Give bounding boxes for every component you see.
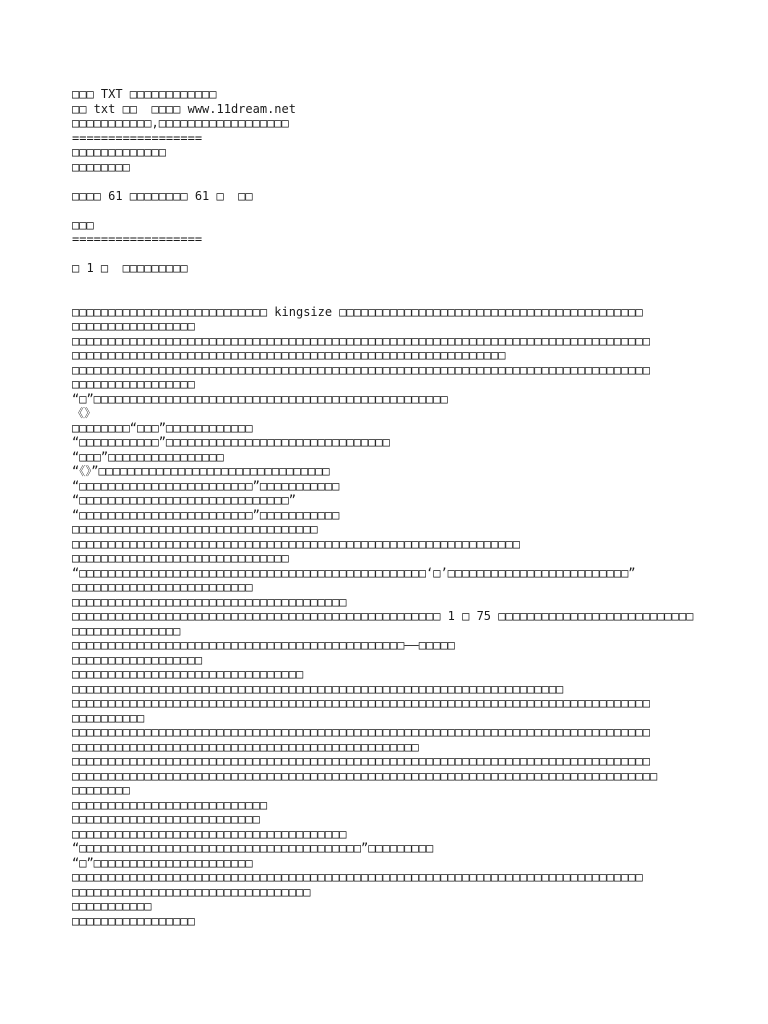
text-line: □□□□□□□□□□□□□□□□□ — [72, 913, 195, 928]
text-line: □□□□□□□□□□□□□□□□□□□□□□□□□□□□□□□□□□□□□□ — [72, 826, 347, 841]
blank-line — [72, 247, 712, 262]
text-line: □□ txt □□ □□□□ www.11dream.net — [72, 101, 296, 116]
text-line: □□□□□□□□ — [72, 159, 130, 174]
text-line: □□□ — [72, 217, 94, 232]
text-line: □□□□□□□□□□□□□□□□□□□□□□□□□□□□□□□□ — [72, 667, 304, 681]
text-line: □□□□□□□□□□□□□□□□□□□□□□□□□□□□□□□□□□□□□□□□□□□□□□□□ — [72, 739, 419, 754]
text-line: □□□□□□□□□□□□□□□□□□□□□□□□□□□□□□□□□□□□□□ — [72, 594, 347, 609]
text-line: □□□□□□□□□□□□□ — [72, 145, 166, 159]
text-line: “□□□□□□□□□□□□□□□□□□□□□□□□”□□□□□□□□□□□ — [72, 507, 340, 522]
text-line: □□□□ 61 □□□□□□□□ 61 □ □□ — [72, 188, 253, 203]
text-line: □□□□□□□□□□□□□□□□□□□□□□□□□□□ kingsize □□□□□□□□□□□□□□□□□□□□□□□□□□□□□□□□□□□□□□□□□□ — [72, 304, 643, 319]
text-line: “□□□”□□□□□□□□□□□□□□□□ — [72, 449, 224, 464]
text-line: □□□□□□□□□□□□□□□□□ — [72, 319, 195, 333]
text-line: □□□□□□□□□□□□□□□ — [72, 623, 181, 638]
text-line: □□□□□□□□□□□□□□□□□□□□□□□□□□□□□□□□□□□□□□□□□□□□□□□□□□□□□□□□□□□□□□□□□□□□□□□□□□□□□□□□ — [72, 725, 650, 739]
text-line: □□□□□□□□□□ — [72, 710, 145, 725]
text-line: □□□□□□□□□□□□□□□□□□□□□□□□□□□□□□□□□□□□□□□□□□□□□□——□□□□□ — [72, 638, 455, 652]
text-line: □□□□□□□□□□□□□□□□□□□□□□□□□□ — [72, 812, 260, 826]
text-line: □□□□□□□□□□□□□□□□□ — [72, 377, 195, 391]
text-line: 《》 — [72, 406, 97, 420]
text-line: □□□□□□□□□□□□□□□□□□□□□□□□□□□□□□□□□□□□□□□□□□□□□□□□□□□□□□□□□□□□□□□□□□□□□□□□□□□□□□□□ — [72, 362, 650, 377]
text-line: “□□□□□□□□□□□”□□□□□□□□□□□□□□□□□□□□□□□□□□□□□□□ — [72, 435, 390, 449]
text-line: ================== — [72, 130, 203, 145]
text-line: □□□□□□□□□□□□□□□□□□□□□□□□□□□□□□□□□□□□□□□□□□□□□□□□□□□□□□□□□□□□□□ — [72, 536, 520, 551]
text-line: “《》”□□□□□□□□□□□□□□□□□□□□□□□□□□□□□□□□ — [72, 464, 330, 478]
blank-line — [72, 290, 712, 305]
text-line: □□□□□□□□□□□□□□□□□□□□□□□□□□□□□□□□□□□□□□□□□□□□□□□□□□□ 1 □ 75 □□□□□□□□□□□□□□□□□□□□□□□□□□□ — [72, 609, 694, 623]
text-line: □□□□□□□□□□□□□□□□□□□□□□□□□□□□□□□□□□□□□□□□□□□□□□□□□□□□□□□□□□□□□□□□□□□□ — [72, 681, 564, 696]
blank-line — [72, 276, 712, 291]
text-line: □□□□□□□□□□□□□□□□□□□□□□□□□□□□□□□□□ — [72, 884, 311, 899]
text-line: “□□□□□□□□□□□□□□□□□□□□□□□□”□□□□□□□□□□□ — [72, 478, 340, 493]
text-line: □□□□□□□□□□□,□□□□□□□□□□□□□□□□□□ — [72, 116, 289, 130]
text-line: □□□□□□□□□□□□□□□□□□□□□□□□□□□□□□□□□□ — [72, 522, 318, 536]
text-line: “□”□□□□□□□□□□□□□□□□□□□□□□ — [72, 855, 253, 870]
text-line: □□□□□□□□□□□ — [72, 899, 152, 913]
text-line: □□□□□□□□□□□□□□□□□□ — [72, 652, 203, 667]
text-line: “□□□□□□□□□□□□□□□□□□□□□□□□□□□□□□□□□□□□□□□□□□□□□□□□‘□’□□□□□□□□□□□□□□□□□□□□□□□□□” — [72, 565, 636, 580]
document-body — [72, 87, 768, 928]
blank-line — [72, 174, 712, 189]
blank-line — [72, 203, 712, 218]
text-line: “□□□□□□□□□□□□□□□□□□□□□□□□□□□□□” — [72, 493, 296, 507]
text-line: □□□□□□□□ — [72, 783, 130, 797]
text-line: □□□□□□□□□□□□□□□□□□□□□□□□□□□□□□□□□□□□□□□□□□□□□□□□□□□□□□□□□□□□ — [72, 348, 506, 362]
text-line: □□□□□□□□□□□□□□□□□□□□□□□□□□□□□□□□□□□□□□□□□□□□□□□□□□□□□□□□□□□□□□□□□□□□□□□□□□□□□□□□ — [72, 696, 650, 710]
text-line: ================== — [72, 232, 203, 246]
text-line: □□□□□□□□□□□□□□□□□□□□□□□□□□□□□□□□□□□□□□□□□□□□□□□□□□□□□□□□□□□□□□□□□□□□□□□□□□□□□□□□ — [72, 333, 650, 348]
text-line: “□”□□□□□□□□□□□□□□□□□□□□□□□□□□□□□□□□□□□□□□□□□□□□□□□□□ — [72, 391, 448, 406]
text-line: □□□□□□□□□□□□□□□□□□□□□□□□□□□□□□ — [72, 551, 289, 565]
text-line: □□□□□□□□□□□□□□□□□□□□□□□□□□□□□□□□□□□□□□□□□□□□□□□□□□□□□□□□□□□□□□□□□□□□□□□□□□□□□□□□ — [72, 754, 650, 768]
text-line: □□□ TXT □□□□□□□□□□□□ — [72, 87, 217, 101]
text-line: □□□□□□□□□□□□□□□□□□□□□□□□□ — [72, 580, 253, 594]
text-line: “□□□□□□□□□□□□□□□□□□□□□□□□□□□□□□□□□□□□□□□”□□□□□□□□□ — [72, 841, 434, 855]
text-line: □□□□□□□□□□□□□□□□□□□□□□□□□□□□□□□□□□□□□□□□□□□□□□□□□□□□□□□□□□□□□□□□□□□□□□□□□□□□□□□□□ — [72, 768, 658, 783]
text-line: □ 1 □ □□□□□□□□□ — [72, 261, 188, 275]
text-line: □□□□□□□□“□□□”□□□□□□□□□□□□ — [72, 420, 253, 435]
text-line: □□□□□□□□□□□□□□□□□□□□□□□□□□□ — [72, 797, 268, 812]
text-line: □□□□□□□□□□□□□□□□□□□□□□□□□□□□□□□□□□□□□□□□□□□□□□□□□□□□□□□□□□□□□□□□□□□□□□□□□□□□□□□ — [72, 870, 643, 884]
